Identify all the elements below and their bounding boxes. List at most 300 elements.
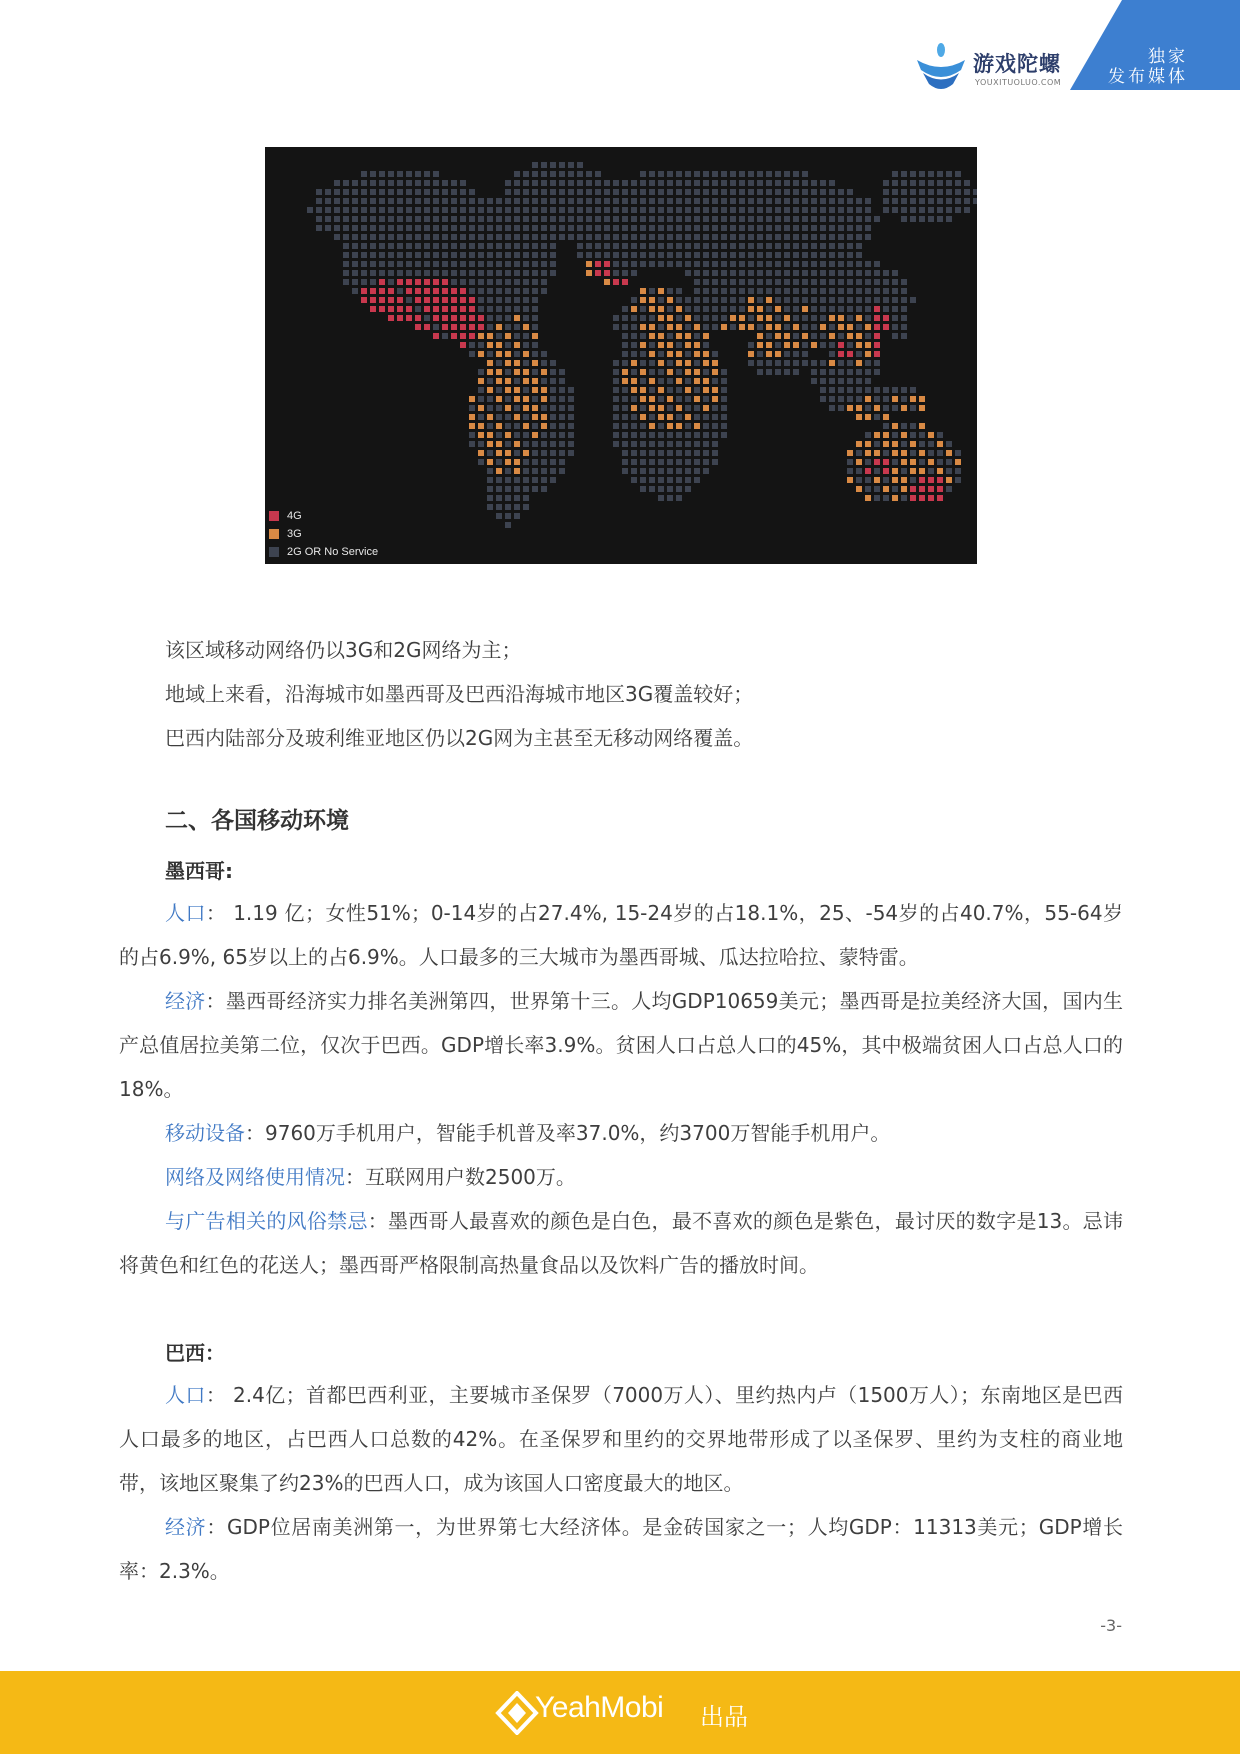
legend-swatch-3g — [269, 529, 279, 539]
map-dot — [532, 252, 538, 258]
map-dot — [667, 306, 673, 312]
map-dot — [415, 315, 421, 321]
map-dot — [910, 216, 916, 222]
map-dot — [739, 189, 745, 195]
map-dot — [694, 477, 700, 483]
map-dot — [937, 189, 943, 195]
map-dot — [865, 216, 871, 222]
map-dot — [694, 459, 700, 465]
map-dot — [955, 459, 961, 465]
map-dot — [712, 324, 718, 330]
map-dot — [649, 396, 655, 402]
map-dot — [613, 432, 619, 438]
map-dot — [730, 198, 736, 204]
map-dot — [739, 297, 745, 303]
map-dot — [613, 414, 619, 420]
map-dot — [820, 207, 826, 213]
map-dot — [784, 180, 790, 186]
map-dot — [847, 369, 853, 375]
map-dot — [568, 198, 574, 204]
map-dot — [676, 414, 682, 420]
map-dot — [577, 180, 583, 186]
map-dot — [658, 225, 664, 231]
footer-brand: YeahMobi — [535, 1691, 664, 1724]
map-dot — [334, 234, 340, 240]
map-dot — [631, 468, 637, 474]
map-dot — [451, 243, 457, 249]
map-dot — [595, 180, 601, 186]
map-dot — [685, 261, 691, 267]
map-dot — [406, 243, 412, 249]
map-dot — [802, 234, 808, 240]
map-dot — [865, 459, 871, 465]
map-dot — [649, 351, 655, 357]
map-dot — [631, 270, 637, 276]
map-dot — [388, 279, 394, 285]
map-dot — [856, 306, 862, 312]
map-dot — [622, 225, 628, 231]
map-dot — [694, 297, 700, 303]
map-dot — [802, 180, 808, 186]
map-dot — [541, 162, 547, 168]
map-dot — [559, 405, 565, 411]
map-dot — [667, 180, 673, 186]
map-dot — [496, 441, 502, 447]
map-dot — [523, 432, 529, 438]
map-dot — [676, 234, 682, 240]
map-dot — [388, 252, 394, 258]
map-dot — [631, 432, 637, 438]
map-dot — [433, 306, 439, 312]
map-dot — [379, 216, 385, 222]
map-dot — [739, 252, 745, 258]
map-dot — [802, 342, 808, 348]
map-dot — [496, 450, 502, 456]
map-dot — [946, 477, 952, 483]
map-dot — [946, 180, 952, 186]
map-dot — [919, 198, 925, 204]
map-dot — [703, 270, 709, 276]
map-dot — [937, 207, 943, 213]
map-dot — [811, 360, 817, 366]
map-dot — [685, 306, 691, 312]
population-key: 人口 — [165, 1383, 206, 1407]
map-dot — [496, 270, 502, 276]
map-dot — [640, 180, 646, 186]
map-dot — [811, 234, 817, 240]
map-dot — [514, 432, 520, 438]
map-dot — [829, 378, 835, 384]
map-dot — [541, 279, 547, 285]
map-dot — [451, 333, 457, 339]
map-dot — [370, 216, 376, 222]
map-dot — [631, 189, 637, 195]
map-dot — [865, 432, 871, 438]
map-dot — [649, 387, 655, 393]
map-dot — [901, 216, 907, 222]
map-dot — [568, 180, 574, 186]
map-dot — [640, 468, 646, 474]
map-dot — [955, 171, 961, 177]
population-text: ： 1.19 亿；女性51%；0-14岁的占27.4%, 15-24岁的占18.1%，25、-54岁的占40.7%，55-64岁的占6.9%, 65岁以上的占6.9%。人口最多的三大城市为墨西哥城、瓜达拉哈拉、蒙特雷。 — [119, 901, 1123, 969]
map-dot — [541, 486, 547, 492]
map-dot — [505, 378, 511, 384]
map-dot — [559, 189, 565, 195]
map-dot — [820, 342, 826, 348]
map-dot — [532, 198, 538, 204]
map-dot — [676, 378, 682, 384]
map-dot — [604, 234, 610, 240]
map-dot — [667, 324, 673, 330]
map-dot — [865, 315, 871, 321]
map-dot — [874, 297, 880, 303]
map-dot — [910, 477, 916, 483]
map-dot — [874, 369, 880, 375]
map-dot — [460, 333, 466, 339]
map-dot — [505, 432, 511, 438]
map-dot — [415, 216, 421, 222]
map-dot — [352, 216, 358, 222]
map-dot — [901, 459, 907, 465]
map-dot — [649, 297, 655, 303]
map-dot — [559, 180, 565, 186]
map-dot — [568, 387, 574, 393]
map-dot — [460, 234, 466, 240]
map-dot — [964, 180, 970, 186]
map-dot — [487, 387, 493, 393]
map-dot — [658, 468, 664, 474]
map-dot — [640, 207, 646, 213]
map-dot — [487, 351, 493, 357]
population-key: 人口 — [165, 901, 206, 925]
map-dot — [505, 270, 511, 276]
map-dot — [478, 243, 484, 249]
map-dot — [370, 243, 376, 249]
map-dot — [910, 387, 916, 393]
map-dot — [631, 423, 637, 429]
map-dot — [748, 189, 754, 195]
map-dot — [658, 441, 664, 447]
map-dot — [955, 198, 961, 204]
map-dot — [442, 252, 448, 258]
map-dot — [856, 477, 862, 483]
map-dot — [685, 243, 691, 249]
map-dot — [901, 288, 907, 294]
map-dot — [550, 432, 556, 438]
map-dot — [334, 198, 340, 204]
map-dot — [532, 360, 538, 366]
map-dot — [946, 171, 952, 177]
map-dot — [712, 189, 718, 195]
map-dot — [568, 432, 574, 438]
map-dot — [730, 234, 736, 240]
map-dot — [685, 198, 691, 204]
map-dot — [640, 369, 646, 375]
map-dot — [586, 180, 592, 186]
map-dot — [415, 234, 421, 240]
map-dot — [442, 315, 448, 321]
map-dot — [703, 315, 709, 321]
map-dot — [874, 432, 880, 438]
map-dot — [883, 279, 889, 285]
map-dot — [415, 252, 421, 258]
map-dot — [829, 360, 835, 366]
economy-text: ：墨西哥经济实力排名美洲第四，世界第十三。人均GDP10659美元；墨西哥是拉美经济大国，国内生产总值居拉美第二位，仅次于巴西。GDP增长率3.9%。贫困人口占总人口的45%，其中极端贫困人口占总人口的18%。 — [119, 989, 1123, 1101]
map-dot — [676, 450, 682, 456]
map-dot — [604, 279, 610, 285]
map-dot — [487, 414, 493, 420]
map-dot — [613, 261, 619, 267]
map-dot — [703, 225, 709, 231]
map-dot — [784, 234, 790, 240]
logo-url: YOUXITUOLUO.COM — [975, 78, 1062, 87]
map-dot — [604, 243, 610, 249]
map-dot — [649, 378, 655, 384]
map-dot — [523, 405, 529, 411]
map-dot — [910, 396, 916, 402]
map-dot — [523, 261, 529, 267]
map-dot — [451, 189, 457, 195]
map-dot — [433, 279, 439, 285]
map-dot — [514, 297, 520, 303]
map-dot — [532, 423, 538, 429]
map-dot — [577, 189, 583, 195]
world-dot-map — [265, 147, 977, 564]
map-dot — [838, 225, 844, 231]
map-dot — [622, 207, 628, 213]
map-dot — [514, 171, 520, 177]
map-dot — [811, 279, 817, 285]
map-dot — [694, 216, 700, 222]
map-dot — [523, 387, 529, 393]
map-dot — [874, 405, 880, 411]
header-corner-badge — [1070, 0, 1240, 90]
map-dot — [478, 297, 484, 303]
map-dot — [514, 261, 520, 267]
map-dot — [397, 207, 403, 213]
map-dot — [424, 198, 430, 204]
map-dot — [478, 261, 484, 267]
map-dot — [802, 225, 808, 231]
map-dot — [865, 360, 871, 366]
map-dot — [631, 360, 637, 366]
map-dot — [910, 207, 916, 213]
map-dot — [622, 315, 628, 321]
map-dot — [793, 234, 799, 240]
map-dot — [640, 306, 646, 312]
map-dot — [595, 207, 601, 213]
map-dot — [622, 279, 628, 285]
map-dot — [415, 243, 421, 249]
map-dot — [883, 288, 889, 294]
map-dot — [532, 351, 538, 357]
map-dot — [712, 297, 718, 303]
country-heading-mexico: 墨西哥: — [165, 859, 233, 883]
map-dot — [775, 207, 781, 213]
map-dot — [784, 288, 790, 294]
map-dot — [838, 315, 844, 321]
map-dot — [847, 315, 853, 321]
map-dot — [550, 423, 556, 429]
map-dot — [316, 198, 322, 204]
map-dot — [361, 297, 367, 303]
map-dot — [406, 288, 412, 294]
map-dot — [451, 180, 457, 186]
map-dot — [568, 396, 574, 402]
map-dot — [739, 270, 745, 276]
map-dot — [820, 261, 826, 267]
map-dot — [829, 396, 835, 402]
legend-swatch-4g — [269, 511, 279, 521]
map-dot — [658, 450, 664, 456]
map-dot — [496, 225, 502, 231]
map-dot — [838, 306, 844, 312]
map-dot — [487, 324, 493, 330]
map-dot — [865, 225, 871, 231]
map-dot — [352, 180, 358, 186]
map-dot — [523, 180, 529, 186]
map-dot — [964, 207, 970, 213]
map-dot — [352, 279, 358, 285]
map-dot — [883, 405, 889, 411]
map-dot — [892, 270, 898, 276]
map-dot — [829, 288, 835, 294]
map-dot — [505, 234, 511, 240]
map-dot — [487, 315, 493, 321]
map-dot — [649, 324, 655, 330]
map-dot — [388, 288, 394, 294]
map-dot — [829, 216, 835, 222]
map-dot — [703, 234, 709, 240]
map-dot — [775, 198, 781, 204]
map-dot — [883, 180, 889, 186]
map-dot — [703, 468, 709, 474]
map-dot — [667, 432, 673, 438]
map-dot — [343, 252, 349, 258]
map-dot — [856, 261, 862, 267]
map-dot — [694, 261, 700, 267]
map-dot — [496, 414, 502, 420]
map-dot — [883, 495, 889, 501]
map-dot — [514, 441, 520, 447]
map-dot — [757, 198, 763, 204]
map-dot — [532, 279, 538, 285]
map-dot — [811, 297, 817, 303]
map-dot — [442, 243, 448, 249]
map-dot — [586, 234, 592, 240]
map-dot — [541, 270, 547, 276]
map-dot — [802, 189, 808, 195]
map-dot — [631, 405, 637, 411]
map-dot — [757, 180, 763, 186]
map-dot — [541, 477, 547, 483]
map-dot — [901, 441, 907, 447]
map-dot — [379, 297, 385, 303]
map-dot — [640, 198, 646, 204]
map-dot — [505, 279, 511, 285]
map-dot — [496, 261, 502, 267]
map-dot — [424, 216, 430, 222]
map-dot — [622, 468, 628, 474]
map-dot — [622, 243, 628, 249]
map-dot — [595, 198, 601, 204]
map-dot — [658, 297, 664, 303]
map-dot — [748, 306, 754, 312]
map-dot — [712, 234, 718, 240]
map-dot — [703, 180, 709, 186]
map-dot — [694, 288, 700, 294]
map-dot — [694, 189, 700, 195]
map-dot — [550, 162, 556, 168]
map-dot — [424, 207, 430, 213]
map-dot — [829, 315, 835, 321]
map-dot — [451, 252, 457, 258]
map-dot — [622, 342, 628, 348]
map-dot — [622, 180, 628, 186]
map-dot — [595, 252, 601, 258]
map-dot — [721, 387, 727, 393]
map-dot — [946, 189, 952, 195]
map-dot — [496, 351, 502, 357]
map-dot — [415, 180, 421, 186]
map-dot — [523, 504, 529, 510]
map-dot — [838, 279, 844, 285]
map-dot — [928, 459, 934, 465]
map-dot — [505, 477, 511, 483]
map-dot — [316, 189, 322, 195]
map-dot — [631, 225, 637, 231]
map-dot — [523, 171, 529, 177]
map-dot — [487, 423, 493, 429]
map-dot — [730, 171, 736, 177]
map-dot — [559, 459, 565, 465]
map-dot — [460, 252, 466, 258]
map-dot — [343, 270, 349, 276]
map-dot — [442, 306, 448, 312]
map-dot — [649, 225, 655, 231]
map-dot — [577, 162, 583, 168]
map-dot — [784, 306, 790, 312]
map-dot — [505, 261, 511, 267]
map-dot — [793, 306, 799, 312]
map-dot — [586, 198, 592, 204]
map-dot — [748, 252, 754, 258]
map-dot — [469, 432, 475, 438]
map-dot — [631, 351, 637, 357]
map-dot — [793, 360, 799, 366]
map-dot — [856, 369, 862, 375]
map-dot — [676, 297, 682, 303]
map-dot — [820, 324, 826, 330]
map-dot — [631, 180, 637, 186]
map-dot — [478, 387, 484, 393]
map-dot — [910, 495, 916, 501]
map-dot — [856, 279, 862, 285]
map-dot — [352, 198, 358, 204]
map-dot — [901, 387, 907, 393]
map-dot — [442, 288, 448, 294]
map-dot — [658, 369, 664, 375]
map-dot — [874, 261, 880, 267]
brazil-population — [119, 1373, 1123, 1505]
map-dot — [865, 468, 871, 474]
map-dot — [469, 198, 475, 204]
map-dot — [820, 270, 826, 276]
map-dot — [496, 216, 502, 222]
map-dot — [685, 351, 691, 357]
map-dot — [730, 315, 736, 321]
map-dot — [685, 441, 691, 447]
